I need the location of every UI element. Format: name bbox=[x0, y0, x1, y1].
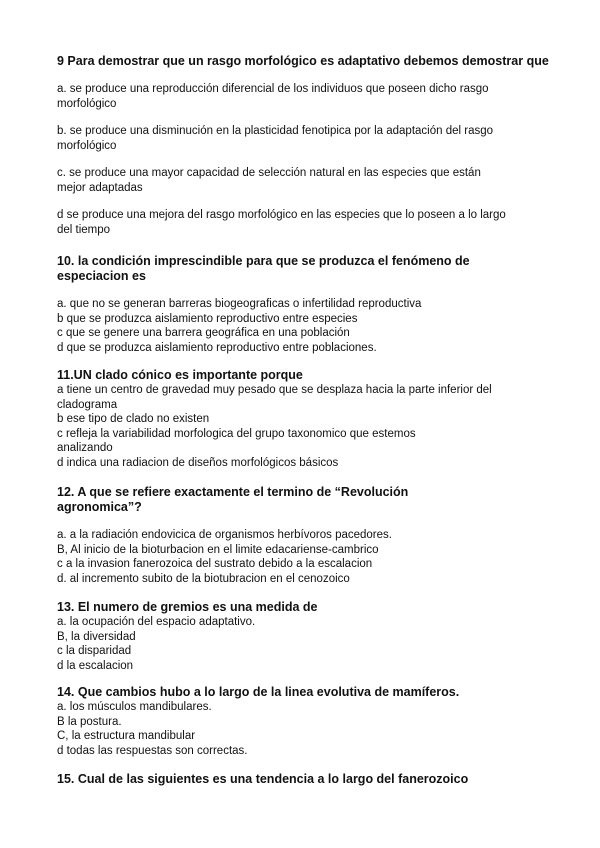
question-11-option-d: d indica una radiacion de diseños morfológicos básicos bbox=[57, 456, 339, 469]
question-15-title: 15. Cual de las siguientes es una tendencia a lo largo del fanerozoico bbox=[57, 772, 469, 786]
question-13-option-a: a. la ocupación del espacio adaptativo. bbox=[57, 616, 256, 628]
question-14-option-b: B la postura. bbox=[57, 715, 122, 728]
question-11-option-a: a tiene un centro de gravedad muy pesado que se desplaza hacia la parte inferior del cladograma bbox=[57, 384, 492, 411]
question-10-option-d: d que se produzca aislamiento reproductivo entre poblaciones. bbox=[57, 341, 377, 354]
question-14-option-c: C, la estructura mandibular bbox=[57, 730, 196, 742]
question-12-option-d: d. al incremento subito de la biotubracion en el cenozoico bbox=[57, 572, 350, 585]
question-12-option-c: c a la invasion fanerozoica del sustrato debido a la escalacion bbox=[57, 558, 373, 570]
question-12-title: 12. A que se refiere exactamente el termino de “Revolución agronomica”? bbox=[57, 485, 409, 514]
question-10 bbox=[57, 254, 557, 355]
question-12-option-a: a. a la radiación endovicica de organismos herbívoros pacedores. bbox=[57, 529, 392, 541]
question-13-title: 13. El numero de gremios es una medida de bbox=[57, 600, 318, 614]
question-9-option-c: c. se produce una mayor capacidad de selección natural en las especies que están mejor adaptadas bbox=[57, 167, 481, 194]
question-14 bbox=[57, 685, 557, 758]
question-11 bbox=[57, 368, 557, 470]
question-12 bbox=[57, 485, 557, 586]
question-9-option-d: d se produce una mejora del rasgo morfológico en las especies que lo poseen a lo largo del tiempo bbox=[57, 209, 506, 236]
question-9-title: 9 Para demostrar que un rasgo morfológico es adaptativo debemos demostrar que bbox=[57, 54, 549, 68]
question-11-option-b: b ese tipo de clado no existen bbox=[57, 413, 210, 425]
question-14-option-a: a. los músculos mandibulares. bbox=[57, 701, 212, 713]
question-14-title: 14. Que cambios hubo a lo largo de la linea evolutiva de mamíferos. bbox=[57, 685, 460, 699]
question-13-option-c: c la disparidad bbox=[57, 645, 132, 657]
question-10-option-b: b que se produzca aislamiento reproductivo entre especies bbox=[57, 312, 358, 325]
question-13-option-b: B, la diversidad bbox=[57, 630, 136, 643]
question-11-option-c: c refleja la variabilidad morfologica del grupo taxonomico que estemos analizando bbox=[57, 427, 416, 454]
question-9 bbox=[57, 54, 557, 237]
question-12-option-b: B, Al inicio de la bioturbacion en el limite edacariense-cambrico bbox=[57, 543, 379, 556]
question-11-title: 11.UN clado cónico es importante porque bbox=[57, 368, 303, 382]
question-10-option-c: c que se genere una barrera geográfica en una población bbox=[57, 327, 350, 339]
question-13 bbox=[57, 600, 557, 673]
question-15 bbox=[57, 772, 557, 787]
question-10-option-a: a. que no se generan barreras biogeograficas o infertilidad reproductiva bbox=[57, 298, 422, 310]
question-9-option-b: b. se produce una disminución en la plasticidad fenotipica por la adaptación del rasgo morfológico bbox=[57, 125, 494, 152]
question-9-option-a: a. se produce una reproducción diferencial de los individuos que poseen dicho rasgo morfológico bbox=[57, 83, 489, 110]
question-10-title: 10. la condición imprescindible para que se produzca el fenómeno de especiacion es bbox=[57, 254, 470, 283]
question-13-option-d: d la escalacion bbox=[57, 659, 134, 672]
question-14-option-d: d todas las respuestas son correctas. bbox=[57, 744, 248, 757]
